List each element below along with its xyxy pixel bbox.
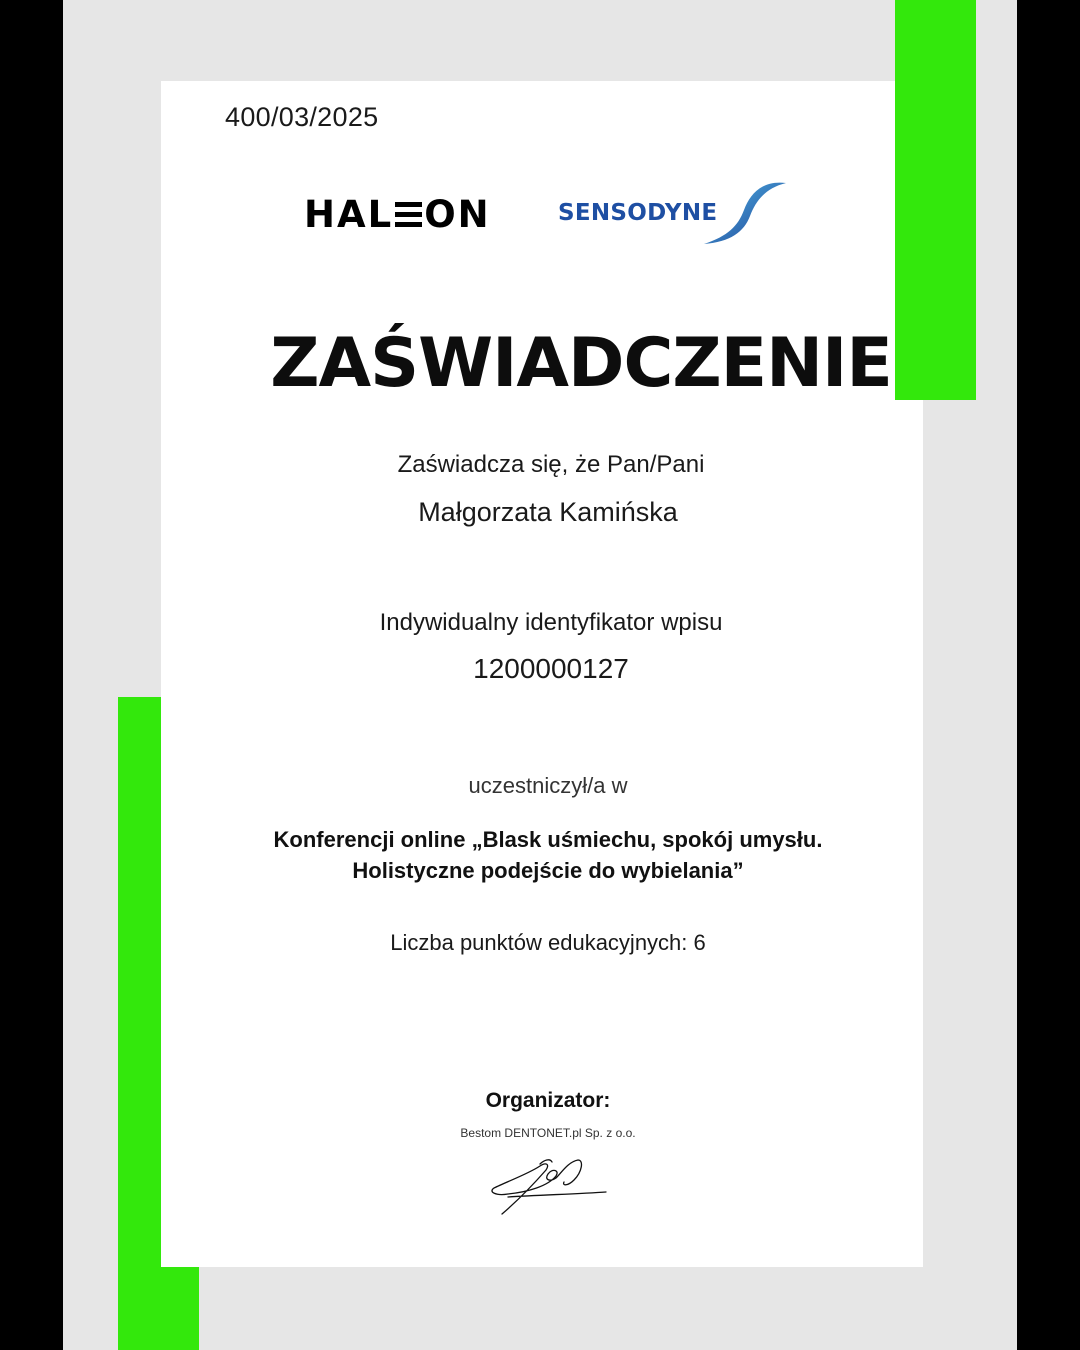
id-value: 1200000127	[473, 653, 629, 684]
conference-title	[161, 824, 935, 886]
organizer-label: Organizator:	[485, 1089, 611, 1112]
sensodyne-logo-text: SENSODYNE	[558, 200, 718, 226]
organizer-name: Bestom DENTONET.pl Sp. z o.o.	[460, 1126, 636, 1140]
certificate-title: ZAŚWIADCZENIE	[270, 324, 892, 403]
intro-text: Zaświadcza się, że Pan/Pani	[397, 451, 705, 478]
haleon-logo	[304, 194, 491, 236]
participated-text: uczestniczył/a w	[468, 773, 628, 798]
conference-title-line1: Konferencji online „Blask uśmiechu, spokój umysłu.	[273, 827, 823, 852]
document-number: 400/03/2025	[225, 102, 379, 132]
conference-title-line2: Holistyczne podejście do wybielania”	[352, 858, 744, 883]
haleon-logo-e-mark	[395, 200, 422, 228]
handwritten-signature	[488, 1152, 613, 1217]
recipient-name: Małgorzata Kamińska	[418, 497, 678, 527]
id-label: Indywidualny identyfikator wpisu	[379, 609, 723, 636]
haleon-logo-part2: ON	[424, 193, 491, 236]
education-points: Liczba punktów edukacyjnych: 6	[390, 930, 706, 955]
right-black-border	[1017, 0, 1080, 1350]
sensodyne-swoosh-icon	[700, 180, 790, 250]
left-black-border	[0, 0, 63, 1350]
haleon-logo-part1: HAL	[304, 193, 394, 236]
